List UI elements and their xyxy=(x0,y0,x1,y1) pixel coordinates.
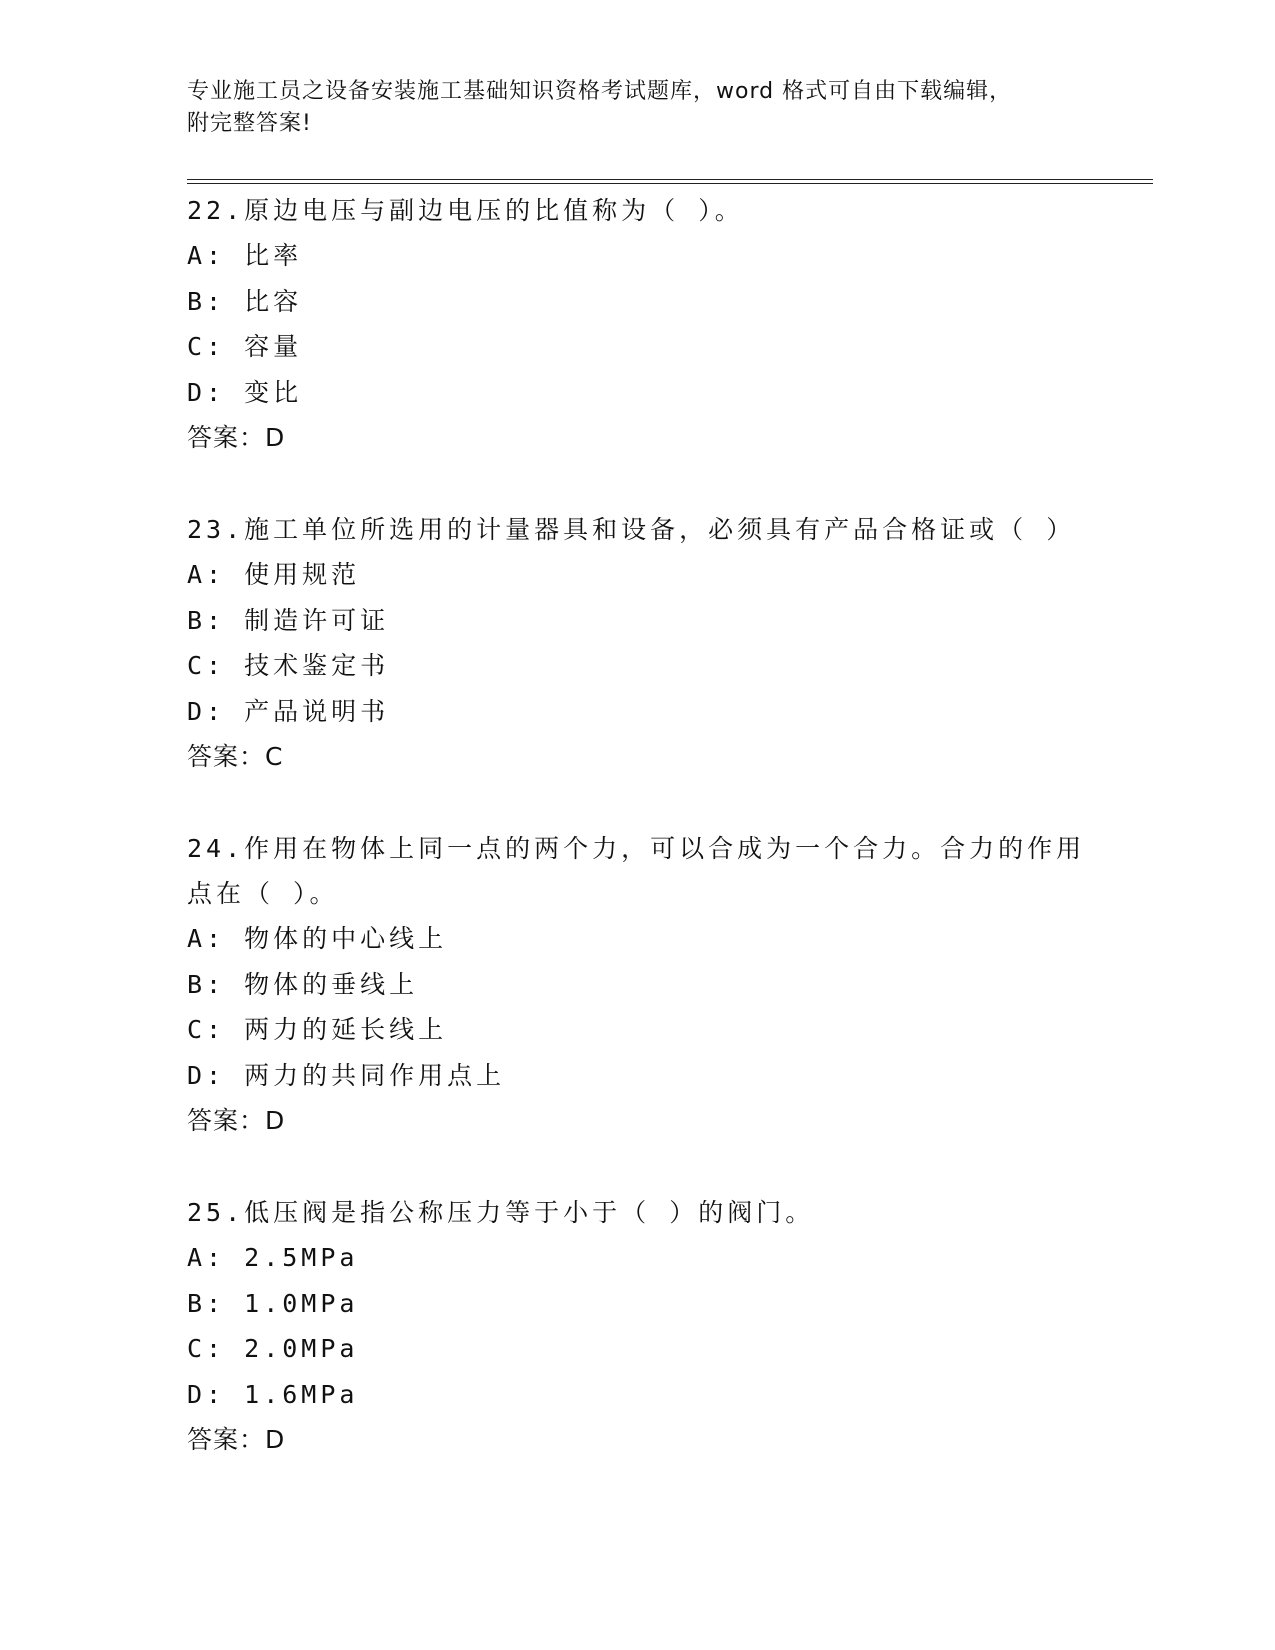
header-line-1: 专业施工员之设备安装施工基础知识资格考试题库，word 格式可自由下载编辑， xyxy=(187,79,1013,104)
answer-line: 答案：C xyxy=(187,742,284,771)
answer-line: 答案：D xyxy=(187,423,286,452)
option-d: D: 变比 xyxy=(187,377,303,407)
option-a: A: 使用规范 xyxy=(187,560,361,589)
option-d: D: 产品说明书 xyxy=(187,696,390,726)
option-b: B: 比容 xyxy=(187,286,303,316)
document-header xyxy=(187,76,1077,140)
header-divider-top xyxy=(187,179,1153,180)
option-a: A: 2.5MPa xyxy=(187,1243,359,1272)
option-c: C: 2.0MPa xyxy=(187,1334,359,1363)
question-22 xyxy=(187,188,1087,461)
question-stem: 23.施工单位所选用的计量器具和设备，必须具有产品合格证或（ ） xyxy=(187,515,1076,544)
answer-line: 答案：D xyxy=(187,1425,286,1454)
option-b: B: 物体的垂线上 xyxy=(187,969,419,999)
question-stem: 24.作用在物体上同一点的两个力，可以合成为一个合力。合力的作用点在（ ）。 xyxy=(187,834,1086,908)
header-line-2: 附完整答案! xyxy=(187,111,312,136)
option-a: A: 物体的中心线上 xyxy=(187,924,448,953)
answer-line: 答案：D xyxy=(187,1106,286,1135)
option-c: C: 容量 xyxy=(187,332,303,361)
option-d: D: 两力的共同作用点上 xyxy=(187,1060,506,1090)
header-divider-bottom xyxy=(187,183,1153,184)
option-b: B: 1.0MPa xyxy=(187,1288,359,1318)
option-c: C: 技术鉴定书 xyxy=(187,651,390,680)
option-a: A: 比率 xyxy=(187,241,303,270)
option-b: B: 制造许可证 xyxy=(187,605,390,635)
option-d: D: 1.6MPa xyxy=(187,1379,359,1409)
question-24 xyxy=(187,826,1087,1144)
question-stem: 25.低压阀是指公称压力等于小于（ ）的阀门。 xyxy=(187,1198,815,1227)
question-23 xyxy=(187,507,1087,780)
option-c: C: 两力的延长线上 xyxy=(187,1015,448,1044)
question-stem: 22.原边电压与副边电压的比值称为（ ）。 xyxy=(187,196,744,225)
question-25 xyxy=(187,1190,1087,1463)
